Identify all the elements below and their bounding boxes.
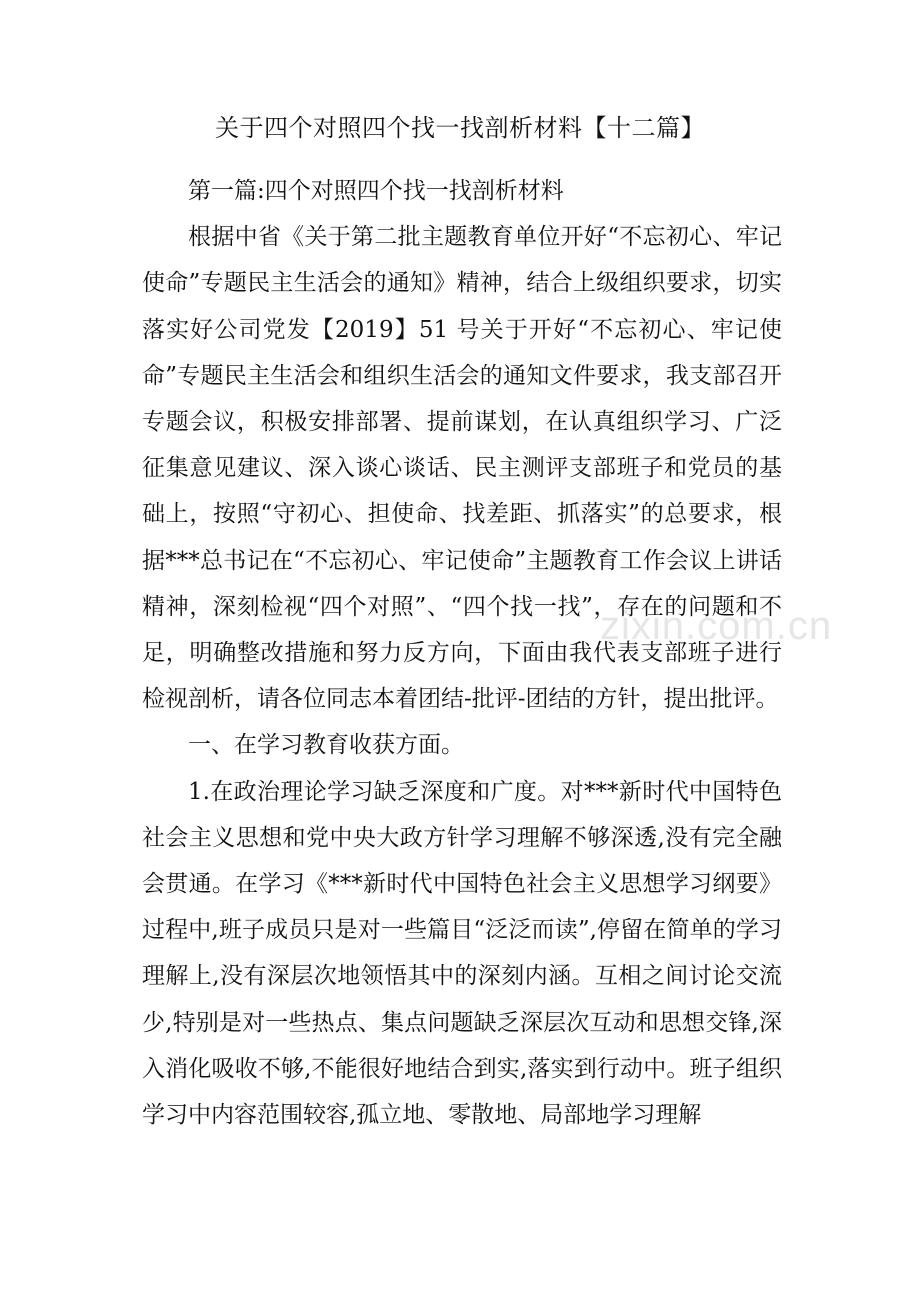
subsection-heading: 一、在学习教育收获方面。 [188,732,464,759]
watermark: zixin.com.cn [600,604,833,648]
paragraph-intro: 根据中省《关于第二批主题教育单位开好“不忘初心、牢记使命”专题民主生活会的通知》精神，结合上级组织要求，切实落实好公司党发【2019】51 号关于开好“不忘初心、牢记使命”专题民主生活会和组织生活会的通知文件要求，我支部召开专题会议，积极安排部署、提前谋划，在认真组织学习、广泛征集意见建议、深入谈心谈话、民主测评支部班子和党员的基础上，按照“守初心、担使命、找差距、抓落实”的总要求，根据***总书记在“不忘初心、牢记使命”主题教育工作会议上讲话精神，深刻检视“四个对照”、“四个找一找”，存在的问题和不足，明确整改措施和努力反方向，下面由我代表支部班子进行检视剖析，请各位同志本着团结-批评-团结的方针，提出批评。 [142,224,782,713]
document-body [142,168,782,1138]
document-title: 关于四个对照四个找一找剖析材料【十二篇】 [215,114,705,142]
paragraph-item-1: 1.在政治理论学习缺乏深度和广度。对***新时代中国特色社会主义思想和党中央大政方针学习理解不够深透,没有完全融会贯通。在学习《***新时代中国特色社会主义思想学习纲要》过程中,班子成员只是对一些篇目“泛泛而读”,停留在简单的学习理解上,没有深层次地领悟其中的深刻内涵。互相之间讨论交流少,特别是对一些热点、集点问题缺乏深层次互动和思想交锋,深入消化吸收不够,不能很好地结合到实,落实到行动中。班子组织学习中内容范围较容,孤立地、零散地、局部地学习理解 [142,778,782,1129]
section-heading: 第一篇:四个对照四个找一找剖析材料 [188,178,564,204]
